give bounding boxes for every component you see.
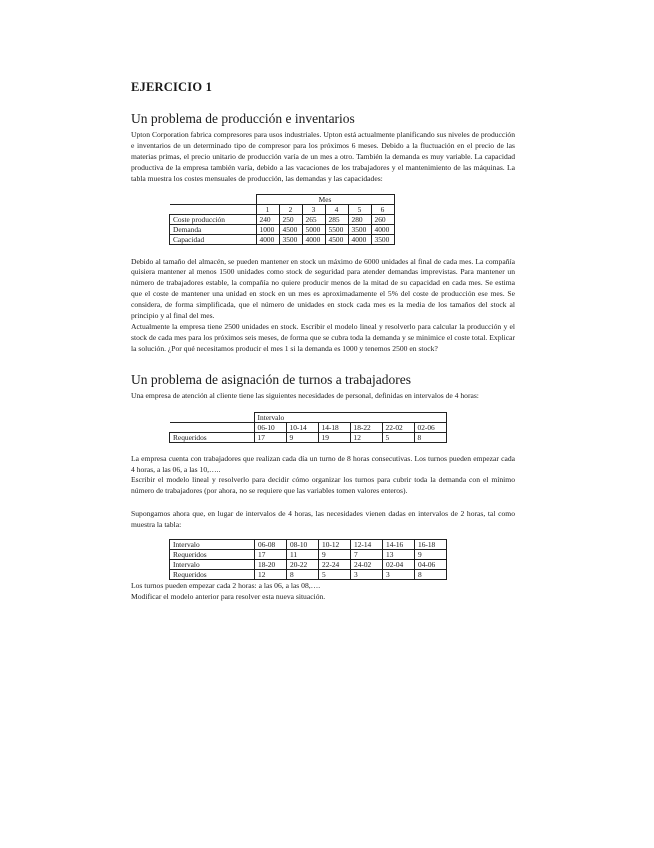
table-cell: 20-22 (287, 560, 319, 570)
table-header-intervalo: Intervalo (254, 412, 446, 422)
row-label: Requeridos (170, 570, 255, 580)
section1-paragraph-3: Actualmente la empresa tiene 2500 unidades en stock. Escribir el modelo lineal y resolverlo para calcular la producción y el stock de cada mes para los próximos seis meses, de forma que se cubra toda la demanda y se minimice el coste total. Explicar la solución. ¿Por qué necesitamos producir el mes 1 si la demanda es 1000 y tenemos 2500 en stock? (131, 321, 515, 353)
table-cell: 280 (348, 214, 371, 224)
paragraph-spacer (131, 497, 515, 509)
table-cell: 285 (325, 214, 348, 224)
section1-intro: Upton Corporation fabrica compresores para usos industriales. Upton está actualmente planificando sus niveles de producción e inventarios de un determinado tipo de compresor para los próximos 6 meses. Debido a la fluctuación en el precio de las materias primas, el precio unitario de producción varía de un mes a otro. También la demanda es muy variable. La capacidad productiva de la empresa también varía, debido a las vacaciones de los trabajadores y el mantenimiento de las máquinas. La tabla muestra los costes mensuales de producción, las demandas y las capacidades: (131, 130, 515, 183)
interval-header: 22-02 (382, 422, 414, 432)
table-cell: 12 (350, 432, 382, 442)
table-cell: 18-20 (255, 560, 287, 570)
section2-paragraph-2: La empresa cuenta con trabajadores que realizan cada día un turno de 8 horas consecutivas. Los turnos pueden empezar cada 4 horas, a las 06, a las 10,….. (131, 453, 515, 474)
table-cell: 8 (414, 432, 446, 442)
row-label: Coste producción (170, 214, 257, 224)
document-content (131, 80, 515, 603)
month-header: 3 (302, 204, 325, 214)
table-cell: 3 (383, 570, 415, 580)
interval-header: 14-18 (318, 422, 350, 432)
table-cell: 1000 (256, 224, 279, 234)
table-cell: 4000 (256, 234, 279, 244)
table-cell: 8 (415, 570, 447, 580)
interval-header: 02-06 (414, 422, 446, 432)
table-cell: 4000 (371, 224, 394, 234)
table-cell: 4500 (279, 224, 302, 234)
table-cell: 14-16 (383, 540, 415, 550)
shifts-2h-table (169, 539, 447, 580)
table-cell: 11 (287, 550, 319, 560)
table-cell: 8 (287, 570, 319, 580)
table-corner (170, 412, 255, 422)
row-label: Capacidad (170, 234, 257, 244)
table-cell: 24-02 (351, 560, 383, 570)
table-corner (170, 422, 255, 432)
table-cell: 9 (286, 432, 318, 442)
table-row (170, 540, 447, 550)
table-row (170, 224, 395, 234)
section1-paragraph-2: Debido al tamaño del almacén, se pueden mantener en stock un máximo de 6000 unidades al final de cada mes. La compañía quisiera mantener al menos 1500 unidades como stock de seguridad para atender demandas imprevistas. Para mantener un número de trabajadores estable, la compañía no quiere producir menos de la mitad de su capacidad en cada mes. Se estima que el coste de mantener una unidad en stock en un mes es aproximadamente el 5% del coste de producción ese mes. Se considera, de forma simplificada, que el número de unidades en stock cada mes es la media de los tamaños del stock al principio y al final del mes. (131, 256, 515, 321)
section2-paragraph-6: Modificar el modelo anterior para resolver esta nueva situación. (131, 591, 326, 601)
table-cell: 16-18 (415, 540, 447, 550)
table-row (170, 570, 447, 580)
exercise-title: EJERCICIO 1 (131, 80, 213, 94)
table-cell: 19 (318, 432, 350, 442)
table-cell: 5500 (325, 224, 348, 234)
table-row (170, 550, 447, 560)
table-cell: 3500 (348, 224, 371, 234)
month-header: 5 (348, 204, 371, 214)
table-cell: 5000 (302, 224, 325, 234)
table-cell: 08-10 (287, 540, 319, 550)
table-cell: 9 (319, 550, 351, 560)
month-header: 2 (279, 204, 302, 214)
interval-header: 18-22 (350, 422, 382, 432)
table-cell: 7 (351, 550, 383, 560)
table-corner (170, 194, 257, 204)
table-cell: 22-24 (319, 560, 351, 570)
section-spacer (131, 355, 515, 372)
table-cell: 3 (351, 570, 383, 580)
table-cell: 17 (255, 550, 287, 560)
table-cell: 17 (254, 432, 286, 442)
month-header: 6 (371, 204, 394, 214)
table-cell: 260 (371, 214, 394, 224)
row-label: Demanda (170, 224, 257, 234)
table-cell: 5 (382, 432, 414, 442)
table-cell: 06-08 (255, 540, 287, 550)
section1-title: Un problema de producción e inventarios (131, 111, 355, 126)
section2-paragraph-3: Escribir el modelo lineal y resolverlo para decidir cómo organizar los turnos para cubrir toda la demanda con el mínimo número de trabajadores (por ahora, no se requiere que las variables tomen valores enteros). (131, 475, 515, 496)
row-label: Intervalo (170, 560, 255, 570)
table-row (170, 234, 395, 244)
table-cell: 5 (319, 570, 351, 580)
table-row (170, 560, 447, 570)
table-cell: 12 (255, 570, 287, 580)
shifts-4h-table (169, 412, 447, 443)
table-cell: 9 (415, 550, 447, 560)
table-cell: 12-14 (351, 540, 383, 550)
interval-header: 06-10 (254, 422, 286, 432)
section2-paragraph-4: Supongamos ahora que, en lugar de intervalos de 4 horas, las necesidades vienen dadas en intervalos de 2 horas, tal como muestra la tabla: (131, 509, 515, 530)
table-cell: 4000 (348, 234, 371, 244)
table-row (170, 214, 395, 224)
production-table (169, 194, 395, 245)
table-cell: 4500 (325, 234, 348, 244)
table-cell: 4000 (302, 234, 325, 244)
table-cell: 240 (256, 214, 279, 224)
section2-intro: Una empresa de atención al cliente tiene las siguientes necesidades de personal, definidas en intervalos de 4 horas: (131, 390, 479, 400)
table-cell: 13 (383, 550, 415, 560)
interval-header: 10-14 (286, 422, 318, 432)
table-cell: 265 (302, 214, 325, 224)
row-label: Requeridos (170, 550, 255, 560)
month-header: 4 (325, 204, 348, 214)
table-cell: 02-04 (383, 560, 415, 570)
table-cell: 04-06 (415, 560, 447, 570)
row-label: Intervalo (170, 540, 255, 550)
section2-paragraph-5: Los turnos pueden empezar cada 2 horas: a las 06, a las 08,…. (131, 581, 321, 591)
month-header: 1 (256, 204, 279, 214)
table-row (170, 432, 447, 442)
row-label: Requeridos (170, 432, 255, 442)
table-cell: 10-12 (319, 540, 351, 550)
table-cell: 250 (279, 214, 302, 224)
table-header-mes: Mes (256, 194, 394, 204)
section2-title: Un problema de asignación de turnos a trabajadores (131, 371, 412, 387)
table-cell: 3500 (371, 234, 394, 244)
table-corner (170, 204, 257, 214)
table-cell: 3500 (279, 234, 302, 244)
